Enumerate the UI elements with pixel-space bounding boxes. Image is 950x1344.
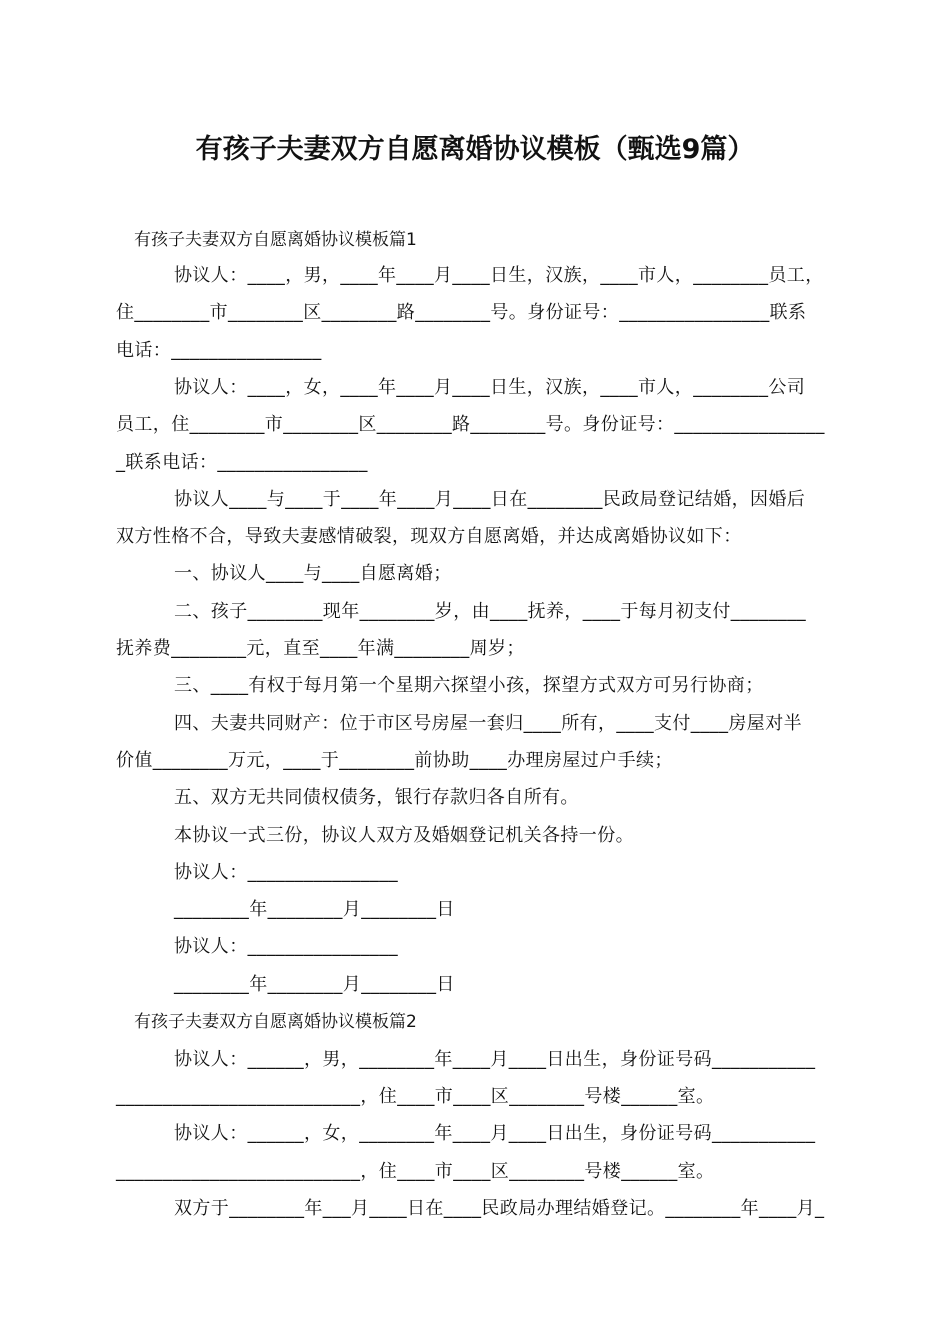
- clause-line: 二、孩子________现年________岁，由____抚养，____于每月初支付________: [174, 601, 806, 622]
- clause-line: 五、双方无共同债权债务，银行存款归各自所有。: [174, 787, 579, 808]
- paragraph-line: 协议人____与____于____年____月____日在________民政局登记结婚，因婚后: [174, 489, 806, 510]
- date-line: ________年________月________日: [174, 899, 455, 920]
- clause-line: 价值________万元，____于________前协助____办理房屋过户手续；: [116, 750, 673, 771]
- page-title: 有孩子夫妻双方自愿离婚协议模板（甄选9篇）: [195, 134, 755, 165]
- paragraph-line: 电话：________________: [116, 340, 322, 361]
- paragraph-line: __________________________，住____市____区________号楼______室。: [116, 1161, 715, 1182]
- paragraph-line: 协议人：______，女，________年____月____日出生，身份证号码___________: [174, 1123, 816, 1144]
- paragraph-line: _联系电话：________________: [116, 452, 368, 473]
- paragraph-line: 协议人：______，男，________年____月____日出生，身份证号码___________: [174, 1049, 816, 1070]
- signature-line: 协议人：________________: [174, 862, 398, 883]
- paragraph-line: __________________________，住____市____区________号楼______室。: [116, 1086, 715, 1107]
- signature-line: 协议人：________________: [174, 936, 398, 957]
- clause-line: 本协议一式三份，协议人双方及婚姻登记机关各持一份。: [174, 825, 634, 846]
- clause-line: 抚养费________元，直至____年满________周岁；: [116, 638, 525, 659]
- clause-line: 四、夫妻共同财产：位于市区号房屋一套归____所有，____支付____房屋对半: [174, 713, 802, 734]
- section-heading-1: 有孩子夫妻双方自愿离婚协议模板篇1: [134, 230, 417, 250]
- section-heading-2: 有孩子夫妻双方自愿离婚协议模板篇2: [134, 1012, 417, 1032]
- paragraph-line: 协议人：____，男，____年____月____日生，汉族，____市人，________员工，: [174, 265, 824, 286]
- paragraph-line: 双方于________年___月____日在____民政局办理结婚登记。________年____月_: [174, 1198, 825, 1219]
- paragraph-line: 住________市________区________路________号。身份证号：________________联系: [116, 302, 807, 323]
- clause-line: 一、协议人____与____自愿离婚；: [174, 563, 452, 584]
- paragraph-line: 协议人：____，女，____年____月____日生，汉族，____市人，________公司: [174, 377, 806, 398]
- paragraph-line: 员工，住________市________区________路________号。身份证号：________________: [116, 414, 825, 435]
- date-line: ________年________月________日: [174, 974, 455, 995]
- paragraph-line: 双方性格不合，导致夫妻感情破裂，现双方自愿离婚，并达成离婚协议如下：: [116, 526, 742, 547]
- clause-line: 三、____有权于每月第一个星期六探望小孩，探望方式双方可另行协商；: [174, 675, 764, 696]
